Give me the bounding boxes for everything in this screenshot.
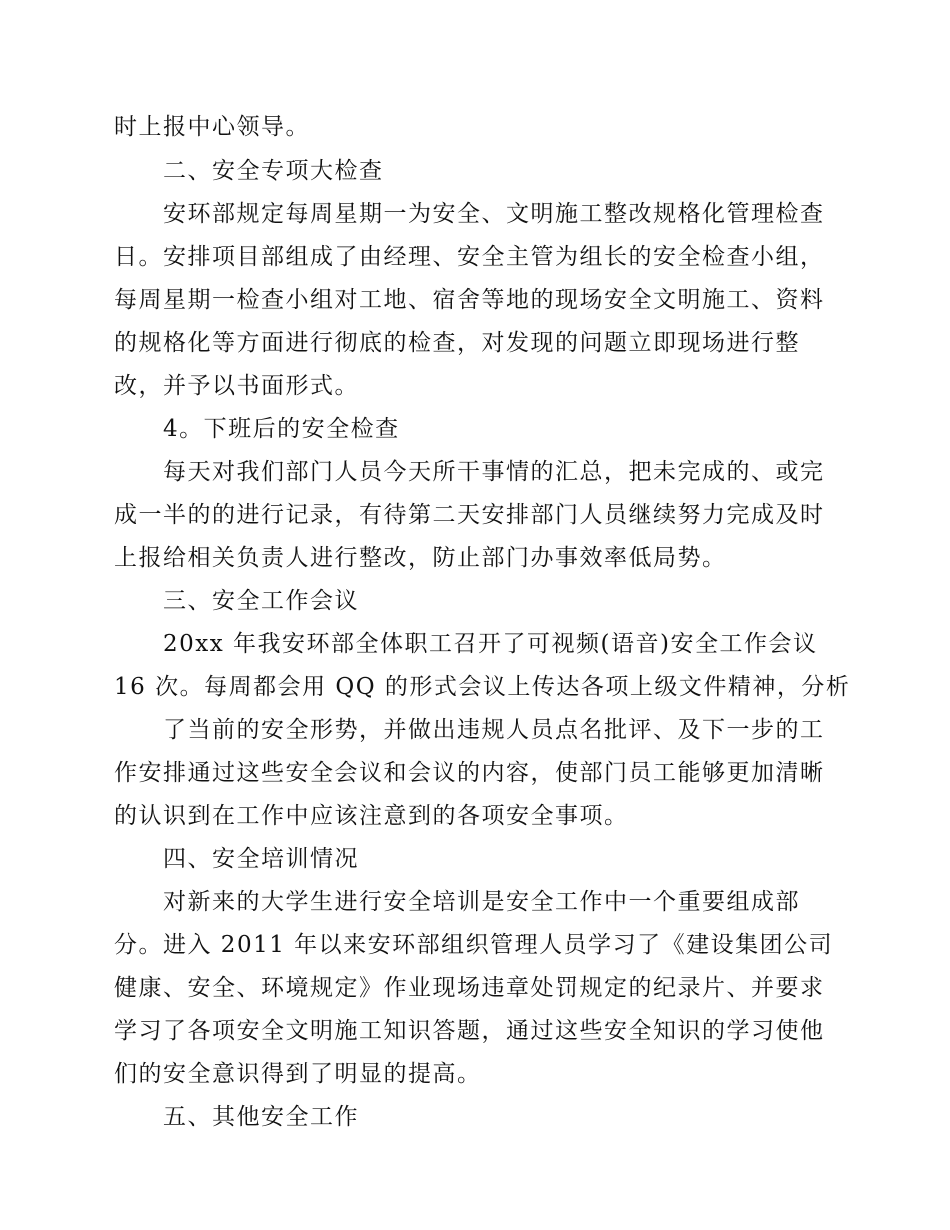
body-text-line: 日。安排项目部组成了由经理、安全主管为组长的安全检查小组， — [114, 244, 825, 270]
body-text-line: 改，并予以书面形式。 — [114, 373, 359, 399]
section-heading: 三、安全工作会议 — [163, 588, 359, 614]
body-text-line: 健康、安全、环境规定》作业现场违章处罚规定的纪录片、并要求 — [114, 975, 825, 1001]
body-text-line: 20xx 年我安环部全体职工召开了可视频(语音)安全工作会议 — [163, 631, 818, 657]
body-text-line: 16 次。每周都会用 QQ 的形式会议上传达各项上级文件精神，分析 — [114, 674, 851, 700]
section-heading: 四、安全培训情况 — [163, 846, 359, 872]
section-heading: 五、其他安全工作 — [163, 1104, 359, 1130]
section-heading: 4。下班后的安全检查 — [163, 416, 400, 442]
body-text-line: 了当前的安全形势，并做出违规人员点名批评、及下一步的工 — [163, 717, 825, 743]
body-text-line: 作安排通过这些安全会议和会议的内容，使部门员工能够更加清晰 — [114, 760, 825, 786]
body-text-line: 分。进入 2011 年以来安环部组织管理人员学习了《建设集团公司 — [114, 932, 834, 958]
body-text-line: 们的安全意识得到了明显的提高。 — [114, 1061, 482, 1087]
body-text-line: 的认识到在工作中应该注意到的各项安全事项。 — [114, 803, 629, 829]
body-text-line: 学习了各项安全文明施工知识答题，通过这些安全知识的学习使他 — [114, 1018, 825, 1044]
body-text-line: 的规格化等方面进行彻底的检查，对发现的问题立即现场进行整 — [114, 330, 800, 356]
section-heading: 二、安全专项大检查 — [163, 158, 384, 184]
body-text-line: 每周星期一检查小组对工地、宿舍等地的现场安全文明施工、资料 — [114, 287, 825, 313]
body-text-line: 对新来的大学生进行安全培训是安全工作中一个重要组成部 — [163, 889, 800, 915]
body-text-line: 成一半的的进行记录，有待第二天安排部门人员继续努力完成及时 — [114, 502, 825, 528]
body-text-line: 安环部规定每周星期一为安全、文明施工整改规格化管理检查 — [163, 201, 825, 227]
body-text-line: 上报给相关负责人进行整改，防止部门办事效率低局势。 — [114, 545, 727, 571]
body-text-line: 每天对我们部门人员今天所干事情的汇总，把未完成的、或完 — [163, 459, 825, 485]
body-text-line: 时上报中心领导。 — [114, 114, 310, 140]
